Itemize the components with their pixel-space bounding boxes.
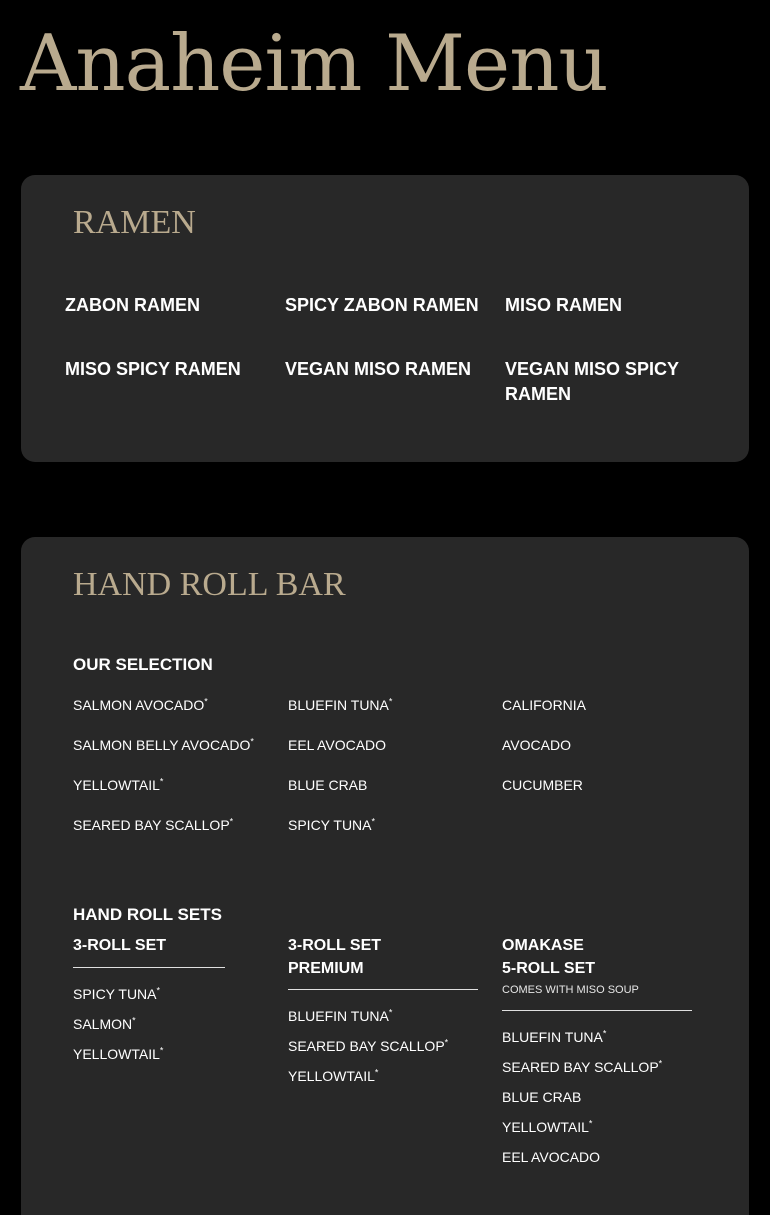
selection-item[interactable]: CUCUMBER — [502, 777, 583, 793]
selection-item[interactable]: EEL AVOCADO — [288, 737, 387, 753]
set-card-3-roll-premium — [288, 934, 478, 1096]
set-item[interactable]: YELLOWTAIL* — [502, 1118, 593, 1135]
set-card-3-roll — [73, 934, 225, 1074]
menu-item-vegan-miso-ramen[interactable]: VEGAN MISO RAMEN — [285, 359, 472, 379]
selection-item[interactable]: SPICY TUNA* — [288, 816, 376, 833]
set-title-line-2: PREMIUM — [288, 960, 364, 977]
set-item[interactable]: SEARED BAY SCALLOP* — [288, 1037, 449, 1054]
set-item[interactable]: SPICY TUNA* — [73, 985, 161, 1002]
set-divider — [288, 989, 478, 990]
page-title: Anaheim Menu — [20, 19, 608, 109]
menu-item-vegan-miso-spicy-ramen[interactable]: VEGAN MISO SPICY RAMEN — [505, 359, 679, 404]
set-item[interactable]: YELLOWTAIL* — [288, 1067, 379, 1084]
menu-item-spicy-zabon-ramen[interactable]: SPICY ZABON RAMEN — [285, 295, 479, 315]
set-item[interactable]: EEL AVOCADO — [502, 1149, 601, 1165]
set-title: 3-ROLL SET — [73, 937, 167, 954]
set-item[interactable]: SEARED BAY SCALLOP* — [502, 1058, 663, 1075]
set-title: 3-ROLL SET — [288, 937, 382, 954]
selection-item[interactable]: BLUE CRAB — [288, 777, 368, 793]
ramen-heading: RAMEN — [73, 204, 196, 241]
our-selection-heading: OUR SELECTION — [73, 655, 213, 674]
set-divider — [502, 1010, 692, 1011]
set-item[interactable]: BLUEFIN TUNA* — [502, 1028, 607, 1045]
set-item[interactable]: SALMON* — [73, 1015, 136, 1032]
set-title-line-2: 5-ROLL SET — [502, 960, 596, 977]
hand-roll-bar-heading: HAND ROLL BAR — [73, 566, 346, 603]
selection-item[interactable]: AVOCADO — [502, 737, 571, 753]
hand-roll-sets-heading: HAND ROLL SETS — [73, 905, 222, 924]
set-item[interactable]: YELLOWTAIL* — [73, 1045, 164, 1062]
menu-item-miso-spicy-ramen[interactable]: MISO SPICY RAMEN — [65, 359, 241, 379]
selection-item[interactable]: SEARED BAY SCALLOP* — [73, 816, 234, 833]
set-note: COMES WITH MISO SOUP — [502, 984, 639, 996]
set-item[interactable]: BLUE CRAB — [502, 1089, 582, 1105]
selection-item[interactable]: SALMON BELLY AVOCADO* — [73, 736, 254, 753]
hand-roll-bar-section — [21, 537, 749, 1215]
selection-item[interactable]: SALMON AVOCADO* — [73, 696, 208, 713]
selection-item[interactable]: BLUEFIN TUNA* — [288, 696, 393, 713]
set-item[interactable]: BLUEFIN TUNA* — [288, 1007, 393, 1024]
ramen-section — [21, 175, 749, 462]
set-title: OMAKASE — [502, 937, 584, 954]
menu-item-zabon-ramen[interactable]: ZABON RAMEN — [65, 295, 200, 315]
selection-item[interactable]: YELLOWTAIL* — [73, 776, 164, 793]
menu-item-miso-ramen[interactable]: MISO RAMEN — [505, 295, 622, 315]
selection-item[interactable]: CALIFORNIA — [502, 697, 587, 713]
set-divider — [73, 967, 225, 968]
set-card-omakase-5-roll — [502, 934, 692, 1177]
